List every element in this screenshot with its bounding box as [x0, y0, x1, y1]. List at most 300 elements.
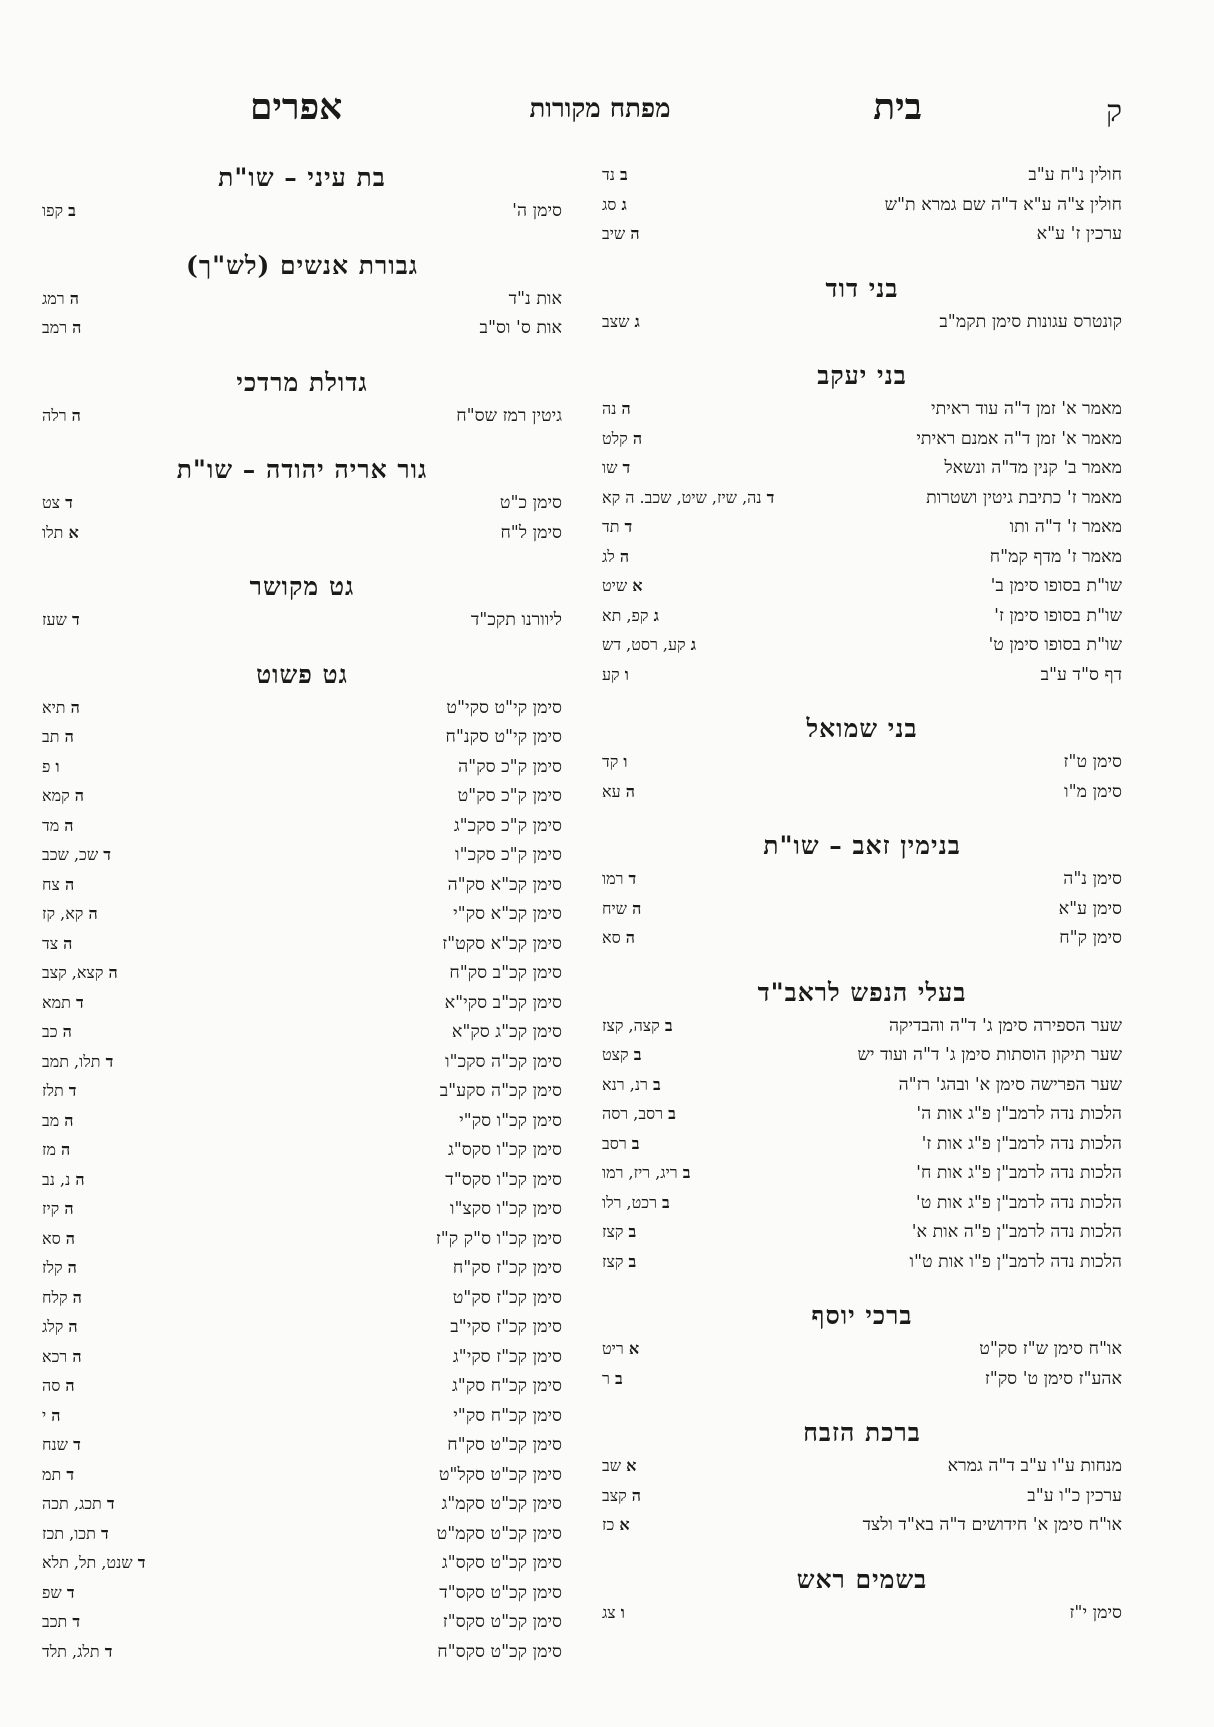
- entry-pages: קלז: [42, 1258, 63, 1277]
- entry-volume: ב: [68, 201, 76, 220]
- section-title: גדולת מרדכי: [236, 367, 368, 397]
- entry-volume: ו: [623, 752, 628, 771]
- index-entry: [602, 1451, 1122, 1481]
- entry-source: סימן קכ"ח סק"י: [453, 1405, 562, 1426]
- entry-pages: נה, שיז, שיט, שכב. ה קא: [602, 487, 762, 507]
- entry-reference: [602, 1040, 641, 1070]
- index-entry: [602, 747, 1122, 777]
- entry-pages: י: [42, 1405, 47, 1425]
- entry-volume: ד: [73, 1435, 81, 1454]
- entry-reference: [602, 219, 640, 249]
- entry-pages: שיט: [602, 576, 628, 595]
- entry-pages: קמא: [42, 786, 70, 805]
- entry-pages: ריט: [602, 1339, 624, 1358]
- entry-reference: [602, 160, 628, 190]
- entry-reference: [602, 1364, 623, 1394]
- entry-pages: רכא: [42, 1346, 68, 1366]
- index-entry: [602, 219, 1122, 249]
- entry-source: הלכות נדה לרמב"ן פ"ו אות ט"ו: [909, 1251, 1122, 1272]
- entry-reference: [602, 894, 641, 924]
- index-section: [602, 271, 1122, 337]
- entry-volume: ב: [653, 1074, 661, 1094]
- entry-source: הלכות נדה לרמב"ן פ"ג אות ז': [921, 1133, 1122, 1154]
- entry-reference: [42, 401, 81, 431]
- index-entry: [42, 1076, 562, 1106]
- entry-pages: פ: [42, 756, 51, 776]
- entry-source: דף ס"ד ע"ב: [1040, 664, 1122, 685]
- entry-volume: ה: [62, 1022, 72, 1041]
- entry-volume: ד: [75, 992, 84, 1012]
- entry-volume: ה: [632, 898, 642, 918]
- entry-pages: קלג: [42, 1317, 64, 1336]
- entry-source: מאמר א' זמן ד"ה אמנם ראיתי: [916, 428, 1122, 449]
- entry-reference: [602, 601, 659, 631]
- entry-volume: ד: [66, 1464, 75, 1484]
- entry-volume: ה: [625, 781, 635, 801]
- index-entry: [602, 1598, 1122, 1628]
- entry-source: אהע"ז סימן ט' סק"ז: [984, 1368, 1122, 1389]
- entry-pages: תד: [602, 517, 620, 536]
- entry-pages: נד: [602, 165, 615, 184]
- entry-pages: סג: [602, 194, 617, 214]
- entry-volume: ד: [622, 458, 631, 477]
- entry-reference: [42, 196, 76, 226]
- entry-reference: [602, 747, 627, 777]
- entry-reference: [602, 1510, 630, 1540]
- entry-source: סימן קכ"ט סקל"ט: [438, 1464, 562, 1485]
- entry-volume: א: [628, 1339, 640, 1358]
- entry-pages: מב: [42, 1110, 60, 1130]
- entry-reference: [42, 781, 84, 811]
- entry-source: סימן קכ"ב סק"ח: [449, 963, 562, 983]
- entry-volume: ב: [628, 1251, 637, 1271]
- index-entry: [42, 605, 562, 635]
- entry-reference: [42, 605, 80, 635]
- entry-volume: ה: [88, 904, 98, 923]
- entry-pages: קפו: [42, 201, 64, 220]
- entry-volume: ד: [766, 487, 775, 507]
- entry-source: סימן ק"כ סקכ"ו: [455, 845, 562, 865]
- index-entry: [42, 1430, 562, 1460]
- entry-pages: כז: [602, 1515, 615, 1534]
- entry-reference: [602, 453, 630, 483]
- entry-volume: ב: [614, 1368, 623, 1388]
- entry-pages: צד: [42, 933, 59, 953]
- index-entry: [42, 1047, 562, 1077]
- index-entry: [42, 1607, 562, 1637]
- entry-volume: ב: [664, 1015, 673, 1035]
- entry-source: סימן קכ"ח סק"ג: [452, 1376, 562, 1396]
- entry-reference: [602, 190, 627, 220]
- entry-pages: צח: [42, 874, 60, 894]
- page-header: [0, 84, 1214, 134]
- entry-pages: רמו: [602, 869, 624, 888]
- entry-source: שער הספירה סימן ג' ד"ה והבדיקה: [888, 1015, 1122, 1036]
- entry-source: קונטרס עגונות סימן תקמ"ב: [939, 311, 1122, 332]
- index-entry: [602, 894, 1122, 924]
- entry-volume: ד: [68, 1081, 77, 1100]
- entry-volume: ד: [104, 1641, 113, 1661]
- entry-volume: ד: [66, 1582, 75, 1602]
- entry-source: סימן קכ"ט סקס"ג: [441, 1553, 562, 1573]
- entry-source: הלכות נדה לרמב"ן פ"ה אות א': [911, 1222, 1122, 1242]
- entry-source: סימן קכ"ו סקס"ג: [447, 1140, 562, 1160]
- entry-reference: [602, 1481, 641, 1511]
- index-entry: [42, 1460, 562, 1490]
- entry-source: ליוורנו תקכ"ד: [470, 610, 562, 630]
- entry-reference: [602, 1217, 636, 1247]
- entry-volume: ה: [630, 224, 640, 243]
- entry-volume: ב: [682, 1163, 691, 1182]
- entry-pages: קע, רסט, דש: [602, 635, 686, 654]
- index-entry: [602, 394, 1122, 424]
- entry-reference: [42, 284, 79, 314]
- index-column-right: [602, 160, 1122, 1627]
- entry-pages: עא: [602, 781, 621, 801]
- index-entry: [602, 1070, 1122, 1100]
- entry-source: מאמר ב' קנין מד"ה ונשאל: [944, 458, 1122, 478]
- index-section: [42, 657, 562, 1667]
- entry-pages: תיא: [42, 697, 66, 717]
- entry-reference: [42, 1637, 112, 1667]
- index-entry: [42, 1637, 562, 1667]
- entry-reference: [42, 488, 73, 518]
- entry-source: ערכין ז' ע"א: [1036, 224, 1122, 244]
- entry-reference: [42, 1519, 109, 1549]
- entry-reference: [42, 1460, 74, 1490]
- entry-source: סימן קכ"ג סק"א: [451, 1022, 562, 1042]
- entry-volume: ה: [72, 318, 82, 337]
- entry-pages: קיז: [42, 1199, 60, 1218]
- index-entry: [42, 722, 562, 752]
- index-entry: [42, 870, 562, 900]
- entry-source: מאמר א' זמן ד"ה עוד ראיתי: [931, 399, 1122, 419]
- entry-source: סימן קכ"ט סק"ח: [447, 1435, 562, 1455]
- entry-source: שער הפרישה סימן א' ובהג' רז"ה: [898, 1074, 1122, 1095]
- index-entry: [602, 571, 1122, 601]
- entry-reference: [42, 1548, 145, 1578]
- entry-source: הלכות נדה לרמב"ן פ"ג אות ט': [915, 1192, 1122, 1213]
- entry-reference: [42, 1607, 80, 1637]
- section-title: ברכי יוסף: [811, 1301, 913, 1330]
- entry-pages: רסב, רסה: [602, 1104, 664, 1123]
- entry-volume: ד: [628, 869, 637, 888]
- entry-source: סימן ק"כ סקכ"ג: [453, 815, 562, 836]
- entry-reference: [42, 752, 60, 782]
- index-column-left: [42, 160, 562, 1666]
- index-entry: [42, 1253, 562, 1283]
- entry-volume: ו: [55, 756, 60, 776]
- entry-volume: ד: [103, 845, 111, 864]
- entry-volume: ד: [106, 1494, 115, 1513]
- index-entry: [602, 923, 1122, 953]
- entry-source: סימן קכ"ו ס"ק ק"ז: [435, 1228, 562, 1249]
- entry-volume: ה: [64, 874, 75, 894]
- entry-pages: שו: [602, 458, 618, 477]
- entry-reference: [602, 777, 635, 807]
- index-section: [602, 1562, 1122, 1628]
- index-entry: [602, 1158, 1122, 1188]
- entry-pages: רנ, רנא: [602, 1074, 648, 1094]
- section-title: בנימין זאב – שו"ת: [763, 831, 961, 860]
- entry-volume: ב: [633, 1045, 642, 1064]
- entry-pages: תמא: [42, 992, 71, 1012]
- entry-volume: ב: [628, 1222, 637, 1241]
- entry-volume: ה: [69, 288, 79, 308]
- entry-pages: קד: [602, 752, 619, 771]
- entry-volume: ה: [61, 1140, 71, 1159]
- entry-source: סימן קכ"ט סקמ"ג: [441, 1494, 562, 1514]
- index-entry: [42, 811, 562, 841]
- entry-reference: [42, 1430, 81, 1460]
- entry-volume: ד: [71, 610, 80, 629]
- running-head-index-title: מפתח מקורות: [529, 94, 671, 124]
- entry-source: סימן קי"ט סקי"ט: [446, 697, 562, 718]
- index-entry: [602, 483, 1122, 513]
- entry-volume: ה: [64, 1199, 74, 1218]
- entry-volume: ה: [65, 1376, 75, 1395]
- entry-source: ערכין כ"ו ע"ב: [1027, 1485, 1122, 1506]
- index-entry: [42, 1401, 562, 1431]
- entry-volume: ב: [662, 1192, 670, 1212]
- entry-source: שו"ת בסופו סימן ט': [988, 635, 1122, 655]
- entry-reference: [42, 1194, 74, 1224]
- index-section: [602, 711, 1122, 806]
- entry-source: סימן קכ"ז סקי"ג: [452, 1346, 562, 1367]
- entry-source: סימן י"ז: [1069, 1602, 1122, 1623]
- entry-reference: [42, 929, 72, 959]
- entry-volume: ג: [653, 605, 659, 625]
- entry-pages: שעז: [42, 610, 67, 629]
- entry-reference: [42, 693, 80, 723]
- entry-pages: רכט, רלו: [602, 1192, 657, 1212]
- entry-source: סימן ט"ז: [1063, 752, 1122, 772]
- index-entry: [602, 424, 1122, 454]
- index-entry: [42, 988, 562, 1018]
- index-entry: [42, 1489, 562, 1519]
- entry-pages: תכג, תכה: [42, 1494, 102, 1513]
- entry-volume: א: [619, 1515, 630, 1534]
- entry-source: סימן ל"ח: [500, 522, 562, 543]
- entry-volume: ה: [74, 786, 84, 805]
- entry-reference: [42, 899, 98, 929]
- entry-reference: [42, 313, 81, 343]
- index-entry: [602, 1364, 1122, 1394]
- index-entry: [42, 1578, 562, 1608]
- index-entry: [42, 693, 562, 723]
- entry-reference: [42, 1224, 75, 1254]
- entry-pages: כב: [42, 1022, 58, 1041]
- entry-reference: [42, 518, 79, 548]
- entry-reference: [602, 1070, 661, 1100]
- entry-pages: צט: [42, 493, 61, 512]
- entry-volume: ה: [631, 1485, 641, 1505]
- entry-pages: קצב: [602, 1485, 627, 1505]
- entry-source: סימן קכ"ט סקס"ז: [442, 1612, 562, 1632]
- entry-source: סימן קכ"ו סקס"ד: [445, 1169, 562, 1190]
- entry-volume: א: [626, 1456, 637, 1475]
- section-title: ברכת הזבח: [803, 1418, 921, 1447]
- section-title: בשמים ראש: [796, 1564, 928, 1594]
- entry-source: סימן קכ"ז סקי"ב: [450, 1317, 562, 1337]
- index-entry: [602, 1334, 1122, 1364]
- index-entry: [602, 1481, 1122, 1511]
- entry-reference: [42, 988, 84, 1018]
- entry-volume: ה: [72, 1287, 82, 1307]
- entry-reference: [602, 864, 636, 894]
- entry-source: שו"ת בסופו סימן ב': [990, 576, 1122, 596]
- entry-pages: רלה: [42, 405, 67, 425]
- entry-reference: [42, 870, 74, 900]
- entry-reference: [42, 722, 74, 752]
- entry-reference: [602, 1334, 639, 1364]
- entry-source: סימן כ"ט: [499, 493, 562, 513]
- entry-pages: קלח: [42, 1287, 68, 1307]
- index-entry: [602, 864, 1122, 894]
- entry-pages: רמב: [42, 318, 68, 337]
- entry-pages: שיח: [602, 898, 627, 918]
- index-section: [602, 828, 1122, 953]
- entry-pages: סא: [602, 928, 621, 947]
- entry-reference: [602, 571, 643, 601]
- entry-source: מאמר ז' כתיבת גיטין ושטרות: [926, 487, 1122, 508]
- index-entry: [602, 660, 1122, 690]
- section-title: בת עיני – שו"ת: [218, 163, 386, 192]
- index-entry: [42, 752, 562, 782]
- entry-source: חולין נ"ח ע"ב: [1028, 165, 1122, 185]
- index-entry: [602, 630, 1122, 660]
- entry-reference: [42, 840, 111, 870]
- entry-pages: שצב: [602, 311, 630, 331]
- entry-volume: ה: [64, 1110, 74, 1130]
- index-entry: [42, 1342, 562, 1372]
- index-entry: [42, 1017, 562, 1047]
- entry-volume: ב: [668, 1104, 676, 1123]
- entry-pages: שפ: [42, 1582, 62, 1602]
- running-head-letter-section: בית: [873, 86, 922, 128]
- entry-pages: רסב: [602, 1133, 627, 1153]
- entry-pages: תב: [42, 727, 60, 746]
- index-entry: [42, 958, 562, 988]
- index-section: [602, 1298, 1122, 1393]
- entry-reference: [602, 542, 629, 572]
- entry-source: אות ס' וס"ב: [479, 318, 562, 338]
- index-entry: [42, 1283, 562, 1313]
- entry-volume: ב: [631, 1133, 640, 1153]
- entry-pages: קלט: [602, 428, 628, 448]
- page-number: ק: [1105, 94, 1122, 129]
- index-entry: [42, 1371, 562, 1401]
- entry-volume: ה: [619, 546, 630, 566]
- entry-pages: תלז: [42, 1081, 64, 1100]
- index-section: [42, 452, 562, 547]
- entry-source: סימן קכ"א סק"ה: [447, 874, 562, 895]
- index-entry: [602, 512, 1122, 542]
- entry-reference: [42, 1253, 77, 1283]
- entry-reference: [602, 394, 631, 424]
- index-entry: [42, 1548, 562, 1578]
- entry-source: סימן ק"ח: [1059, 928, 1122, 948]
- entry-volume: ה: [68, 1317, 78, 1336]
- entry-pages: תלו, תמב: [42, 1051, 101, 1071]
- entry-pages: קע: [602, 664, 620, 684]
- entry-source: סימן נ"ה: [1063, 869, 1122, 889]
- index-entry: [42, 1224, 562, 1254]
- entry-reference: [42, 1017, 72, 1047]
- entry-pages: נה: [602, 399, 617, 418]
- index-entry: [42, 1165, 562, 1195]
- entry-source: סימן קכ"ה סקע"ב: [439, 1081, 562, 1101]
- entry-source: גיטין רמז שס"ח: [456, 405, 562, 426]
- entry-source: או"ח סימן ש"ז סק"ט: [979, 1339, 1122, 1359]
- index-entry: [602, 1510, 1122, 1540]
- section-title: בני יעקב: [817, 361, 907, 390]
- entry-reference: [42, 1371, 75, 1401]
- index-section: [42, 365, 562, 431]
- index-entry: [602, 190, 1122, 220]
- entry-volume: ה: [632, 428, 643, 448]
- entry-source: סימן ק"כ סק"ט: [457, 786, 562, 806]
- entry-volume: ה: [67, 1258, 77, 1277]
- index-section: [602, 975, 1122, 1277]
- entry-volume: ה: [51, 1405, 61, 1425]
- entry-source: סימן קכ"ט סקס"ח: [437, 1641, 562, 1662]
- entry-reference: [602, 1188, 670, 1218]
- entry-pages: לג: [602, 546, 615, 566]
- index-entry: [42, 1106, 562, 1136]
- entry-reference: [602, 1158, 690, 1188]
- entry-volume: ה: [64, 815, 74, 835]
- entry-reference: [602, 1099, 676, 1129]
- entry-reference: [42, 1401, 61, 1431]
- entry-pages: ריג, ריז, רמו: [602, 1163, 678, 1182]
- entry-pages: שכ, שכב: [42, 845, 99, 864]
- entry-reference: [602, 1247, 636, 1277]
- entry-volume: ה: [63, 933, 73, 953]
- index-entry: [602, 542, 1122, 572]
- entry-volume: ב: [620, 165, 628, 184]
- section-title: גט מקושר: [249, 572, 355, 601]
- entry-reference: [42, 958, 118, 988]
- entry-reference: [42, 1312, 78, 1342]
- index-entry: [42, 284, 562, 314]
- entry-source: סימן קכ"ז סק"ט: [452, 1287, 562, 1308]
- entry-reference: [602, 660, 629, 690]
- entry-pages: תכב: [42, 1612, 68, 1631]
- entry-volume: ה: [621, 399, 631, 418]
- index-entry: [602, 777, 1122, 807]
- entry-source: סימן קכ"ז סק"ח: [452, 1258, 562, 1278]
- index-entry: [602, 1247, 1122, 1277]
- running-head-book-title: אפרים: [250, 86, 343, 128]
- section-title: גט פשוט: [256, 659, 348, 689]
- index-entry: [42, 840, 562, 870]
- entry-pages: סא: [42, 1228, 61, 1248]
- entry-reference: [602, 1011, 673, 1041]
- entry-pages: צג: [602, 1602, 616, 1622]
- entry-source: או"ח סימן א' חידושים ד"ה בא"ד ולצד: [862, 1515, 1122, 1535]
- index-section: [602, 358, 1122, 689]
- section-title: בעלי הנפש לראב"ד: [757, 977, 967, 1007]
- index-section: [42, 248, 562, 343]
- entry-reference: [602, 1451, 636, 1481]
- entry-volume: ד: [137, 1553, 146, 1572]
- entry-volume: ד: [72, 1612, 81, 1631]
- entry-pages: תכו, תכז: [42, 1523, 96, 1543]
- index-entry: [602, 1217, 1122, 1247]
- entry-volume: ה: [64, 727, 74, 746]
- entry-source: שו"ת בסופו סימן ז': [994, 605, 1122, 626]
